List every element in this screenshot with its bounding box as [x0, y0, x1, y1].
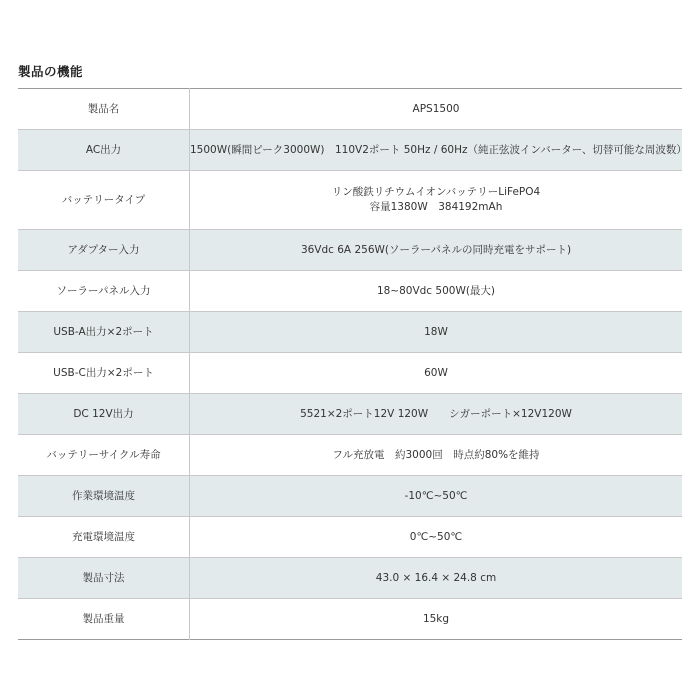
- spec-value: フル充放電 約3000回 時点約80%を維持: [190, 435, 683, 476]
- spec-value: 18W: [190, 312, 683, 353]
- spec-value: 43.0 × 16.4 × 24.8 cm: [190, 558, 683, 599]
- spec-row-dimensions: [18, 558, 682, 599]
- spec-label: 製品名: [18, 89, 190, 130]
- spec-label: USB-A出力×2ポート: [18, 312, 190, 353]
- spec-row-operating-temp: [18, 476, 682, 517]
- spec-row-product-name: [18, 89, 682, 130]
- spec-label: ソーラーパネル入力: [18, 271, 190, 312]
- spec-row-adapter-input: [18, 230, 682, 271]
- spec-row-usb-a: [18, 312, 682, 353]
- spec-label: バッテリーサイクル寿命: [18, 435, 190, 476]
- spec-row-weight: [18, 599, 682, 640]
- spec-row-cycle-life: [18, 435, 682, 476]
- spec-value: 0℃~50℃: [190, 517, 683, 558]
- spec-row-charging-temp: [18, 517, 682, 558]
- section-heading: 製品の機能: [18, 64, 84, 79]
- spec-value: 18~80Vdc 500W(最大): [190, 271, 683, 312]
- spec-value: 60W: [190, 353, 683, 394]
- spec-label: 製品寸法: [18, 558, 190, 599]
- spec-label: AC出力: [18, 130, 190, 171]
- spec-row-dc-output: [18, 394, 682, 435]
- spec-value: 1500W(瞬間ピーク3000W) 110V2ポート 50Hz / 60Hz（純正弦波インバーター、切替可能な周波数）: [190, 130, 683, 171]
- spec-value: 15kg: [422, 612, 450, 625]
- spec-row-ac-output: [18, 130, 682, 171]
- spec-label: 充電環境温度: [18, 517, 190, 558]
- spec-label: DC 12V出力: [18, 394, 190, 435]
- spec-label: 作業環境温度: [18, 476, 190, 517]
- spec-value: リン酸鉄リチウムイオンバッテリーLiFePO4 容量1380W 384192mAh: [190, 171, 683, 230]
- spec-row-usb-c: [18, 353, 682, 394]
- spec-label: アダプター入力: [18, 230, 190, 271]
- spec-value: 36Vdc 6A 256W(ソーラーパネルの同時充電をサポート): [190, 230, 683, 271]
- spec-value: -10℃~50℃: [190, 476, 683, 517]
- spec-row-solar-input: [18, 271, 682, 312]
- spec-label: 製品重量: [18, 599, 190, 640]
- spec-table: [18, 88, 687, 640]
- spec-row-battery-type: [18, 171, 682, 230]
- spec-label: バッテリータイプ: [18, 171, 190, 230]
- spec-value: 5521×2ポート12V 120W シガーポート×12V120W: [190, 394, 683, 435]
- spec-label: USB-C出力×2ポート: [18, 353, 190, 394]
- spec-value: APS1500: [190, 89, 683, 130]
